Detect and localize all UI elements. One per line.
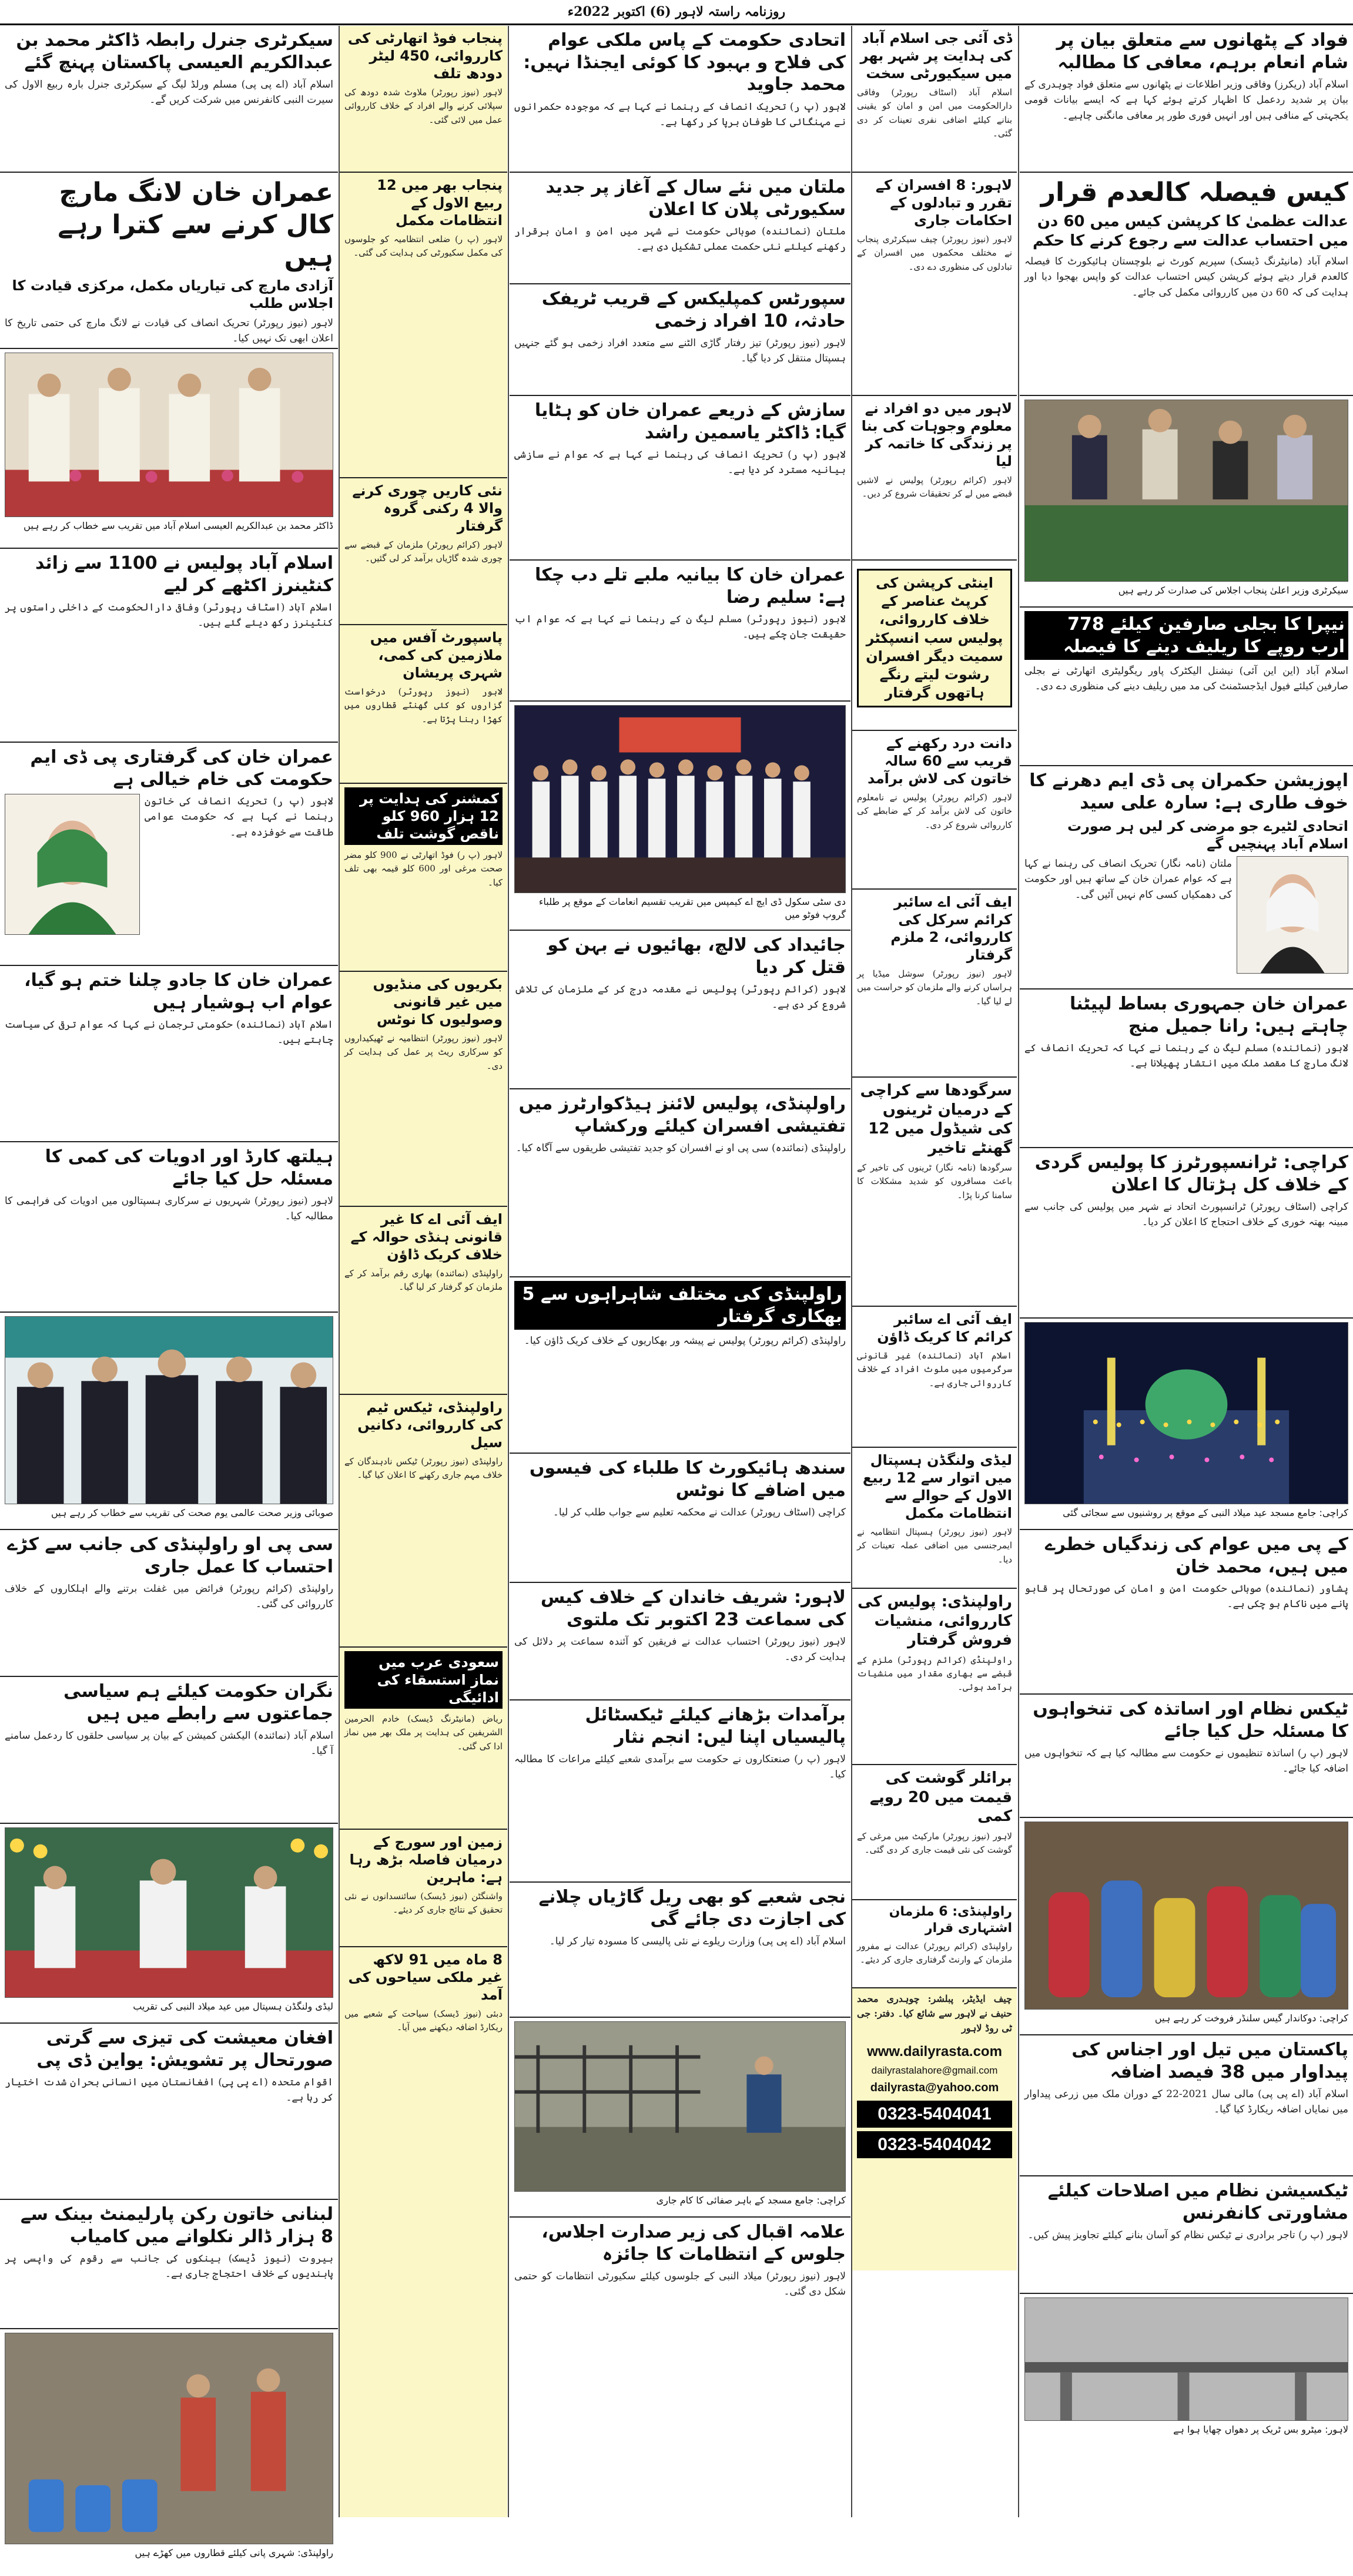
article-body: اسلام آباد (ریکرز) وفاقی وزیر اطلاعات نے پٹھانوں سے متعلق فواد چوہدری کے بیان پر شدید ردعمل کا اظہار کرتے ہوئے کہا ہے کہ ایسے بیانات قومی یکجہتی کے منافی ہیں اور انہیں فوری طور پر معافی مانگنی چاہیے۔: [1024, 79, 1348, 122]
news-item: [852, 26, 1017, 173]
news-item: [340, 1395, 507, 1648]
headline: ایف آئی اے کا غیر قانونی ہنڈی حوالہ کے خلاف کریک ڈاؤن: [350, 1211, 503, 1263]
news-item: [510, 1454, 850, 1583]
photo-item: [1020, 1818, 1353, 2035]
news-item: [1020, 2176, 1353, 2294]
portrait-photo: [5, 794, 140, 935]
photo-caption: راولپنڈی: شہری پانی کیلئے قطاروں میں کھڑے ہیں: [135, 2547, 333, 2558]
story-with-portrait: [1024, 856, 1348, 974]
article-body: اسلام آباد (اے پی پی) مسلم ورلڈ لیگ کے سیکرٹری جنرل بارہ ربیع الاول کی سیرت النبی کانفرنس میں شرکت کریں گے۔: [5, 79, 333, 106]
article-body: ملتان (نمائندہ) صوبائی حکومت نے شہر میں امن و امان برقرار رکھنے کیلئے نئی حکمت عملی تشکیل دی ہے۔: [514, 226, 846, 253]
article-body: لاہور (نیوز رپورٹر) تیز رفتار گاڑی الٹنے سے متعدد افراد زخمی ہو گئے جنہیں ہسپتال منتقل کر دیا گیا۔: [514, 337, 846, 365]
article-body: راولپنڈی (کرائم رپورٹر) فرائض میں غفلت برتنے والے اہلکاروں کے خلاف کارروائی کی گئی۔: [5, 1583, 333, 1611]
headline: راولپنڈی، ٹیکس ٹیم کی کارروائی، دکانیں سیل: [357, 1399, 503, 1451]
article-body: پشاور (نمائندہ) صوبائی حکومت امن و امان کی صورتحال پر قابو پانے میں ناکام ہو چکی ہے۔: [1024, 1583, 1348, 1611]
photo-caption: سیکرٹری وزیر اعلیٰ پنجاب اجلاس کی صدارت کر رہے ہیں: [1118, 585, 1348, 596]
article-body: اسلام آباد (اے پی پی) مالی سال 2021-22 کے دوران ملک میں زرعی پیداوار میں نمایاں اضافہ ریکارڈ کیا گیا۔: [1024, 2088, 1349, 2116]
news-item: [340, 1207, 507, 1395]
photo-caption: کراچی: جامع مسجد عید میلاد النبی کے موقع پر روشنیوں سے سجائی گئی: [1063, 1507, 1348, 1518]
headline: پاکستان میں تیل اور اجناس کی پیداوار میں 38 فیصد اضافہ: [1071, 2040, 1348, 2082]
photo-item: [510, 2018, 850, 2218]
news-item: [852, 1307, 1017, 1448]
article-body: لاہور (نیوز رپورٹر) ہسپتال انتظامیہ نے ایمرجنسی میں اضافی عملہ تعینات کر دیا۔: [857, 1527, 1012, 1565]
photo-item: [0, 1824, 338, 2024]
news-item: [0, 2024, 338, 2200]
article-body: راولپنڈی (کرائم رپورٹر) عدالت نے مفرور ملزمان کے وارنٹ گرفتاری جاری کر دیئے۔: [857, 1941, 1012, 1965]
news-item: [1020, 26, 1353, 173]
meeting-photo: [1024, 400, 1348, 582]
headline: ڈی آئی جی اسلام آباد کی ہدایت پر شہر بھر میں سیکیورٹی سخت: [860, 30, 1012, 82]
news-item: [0, 966, 338, 1142]
news-item: [852, 396, 1017, 561]
headline: ایف آئی اے سائبر کرائم سرکل کی کارروائی، 2 ملزم گرفتار: [890, 894, 1012, 963]
photo-caption: کراچی: جامع مسجد کے باہر صفائی کا کام جاری: [656, 2195, 846, 2206]
news-item: [1020, 608, 1353, 766]
news-item: [1020, 1530, 1353, 1695]
article-body: راولپنڈی (کرائم رپورٹر) ملزم کے قبضے سے بھاری مقدار میں منشیات برآمد ہوئی۔: [857, 1654, 1012, 1692]
article-body: کراچی (اسٹاف رپورٹر) عدالت نے محکمہ تعلیم سے جواب طلب کر لیا۔: [552, 1507, 846, 1518]
headline: ہیلتھ کارڈ اور ادویات کی کمی کا مسئلہ حل کیا جائے: [45, 1146, 333, 1189]
news-item: [852, 1900, 1017, 1988]
headline: لاہور میں دو افراد نے معلوم وجوہات کی بنا پر زندگی کا خاتمہ کر لیا: [861, 400, 1012, 469]
photo-caption: کراچی: دوکاندار گیس سلنڈر فروخت کر رہے ہیں: [1154, 2012, 1348, 2024]
news-item: [0, 26, 338, 173]
news-item: [852, 1765, 1017, 1900]
article-body: لاہور (نیوز رپورٹر) انتظامیہ نے ٹھیکیداروں کو سرکاری ریٹ پر عمل کی ہدایت کر دی۔: [344, 1033, 503, 1071]
school-ceremony-photo: [514, 705, 846, 893]
headline: دانت درد رکھنے کے قریب سے 60 سالہ خاتون کی لاش برآمد: [867, 735, 1012, 787]
news-item: [340, 26, 507, 173]
article-body: اسلام آباد (اسٹاف رپورٹر) وفاقی دارالحکومت کے داخلی راستوں پر کنٹینرز رکھ دیئے گئے ہیں۔: [5, 602, 333, 629]
photo-caption: لیڈی ولنگڈن ہسپتال میں عید میلاد النبی کی تقریب: [133, 2001, 333, 2012]
lead-story: [1020, 173, 1353, 396]
headline: بکریوں کی منڈیوں میں غیر قانونی وصولیوں کا نوٹس: [373, 976, 503, 1028]
headline: عمران خان کی گرفتاری پی ڈی ایم حکومت کی خام خیالی ہے: [30, 747, 333, 790]
headline: نگران حکومت کیلئے ہم سیاسی جماعتوں سے رابطے میں ہیں: [63, 1681, 333, 1724]
article-body: لاہور (کرائم رپورٹر) ملزمان کے قبضے سے چوری شدہ گاڑیاں برآمد کر لی گئیں۔: [344, 539, 503, 564]
headline: پاسپورٹ آفس میں ملازمین کی کمی، شہری پریشان: [370, 629, 503, 681]
article-body: اسلام آباد (نمائندہ) الیکشن کمیشن کے بیان پر سیاسی حلقوں کا ردعمل سامنے آ گیا۔: [5, 1730, 333, 1757]
news-item: [340, 1830, 507, 1947]
news-item: [510, 1277, 850, 1454]
news-item: [852, 173, 1017, 396]
headline: برآمدات بڑھانے کیلئے ٹیکسٹائل پالیسیاں اپنا لیں: انجم نثار: [585, 1705, 846, 1747]
article-body: لاہور (پ ر) ضلعی انتظامیہ کو جلوسوں کی مکمل سکیورٹی کی ہدایت کی گئی۔: [344, 234, 503, 259]
photo-item: [0, 2329, 338, 2576]
hospital-event-photo: [5, 1827, 333, 1998]
headline: زمین اور سورج کے درمیان فاصلہ بڑھ رہا ہے: ماہرین: [349, 1834, 503, 1886]
headline: افغان معیشت کی تیزی سے گرتی صورتحال پر تشویش: یواین ڈی پی: [36, 2028, 333, 2071]
lead-headline: کیس فیصلہ کالعدم قرار: [1040, 177, 1348, 207]
headline: فواد کے پٹھانوں سے متعلق بیان پر شام انعام برہم، معافی کا مطالبہ: [1056, 30, 1348, 73]
news-item: [340, 1947, 507, 2223]
column-3: [510, 26, 850, 2517]
news-item: [1020, 766, 1353, 990]
news-item: [510, 2218, 850, 2464]
column-1: [1020, 26, 1353, 2517]
article-body: اسلام آباد (این این آئی) نیشنل الیکٹرک پاور ریگولیٹری اتھارٹی نے بجلی صارفین کیلئے فیول ایڈجسٹمنٹ کی مد میں ریلیف دینے کی منظوری دے دی۔: [1024, 665, 1348, 693]
news-item: [510, 173, 850, 284]
news-item: [852, 1448, 1017, 1589]
news-item: [510, 931, 850, 1089]
news-item: [510, 1089, 850, 1277]
subheadline: اتحادی لٹیرے جو مرضی کر لیں ہر صورت اسلام آباد پہنچیں گے: [1067, 818, 1348, 852]
news-item: [510, 1883, 850, 2018]
column-2: [852, 26, 1017, 2517]
headline: سیکرٹری جنرل رابطہ ڈاکٹر محمد بن عبدالکریم العیسی پاکستان پہنچ گئے: [16, 30, 333, 73]
photo-caption: ڈاکٹر محمد بن عبدالکریم العیسی اسلام آباد میں تقریب سے خطاب کر رہے ہیں: [24, 520, 333, 531]
headline: سازش کے ذریعے عمران خان کو ہٹایا گیا: ڈاکٹر یاسمین راشد: [534, 400, 846, 443]
article-body: لاہور (نیوز رپورٹر) میلاد النبی کے جلوسوں کیلئے سکیورٹی انتظامات کو حتمی شکل دی گئی۔: [514, 2270, 846, 2298]
lead-headline: عمران خان لانگ مارچ کال کرنے سے کترا رہے ہیں: [58, 177, 333, 272]
headline: لاہور: شریف خاندان کے خلاف کیس کی سماعت 23 اکتوبر تک ملتوی: [540, 1587, 846, 1630]
headline: عمران خان کا جادو چلنا ختم ہو گیا، عوام اب ہوشیار ہیں: [24, 970, 333, 1013]
news-item: [0, 1530, 338, 1677]
news-item: [340, 625, 507, 784]
news-item: [510, 26, 850, 173]
article-body: لاہور (پ ر) فوڈ اتھارٹی نے 900 کلو مضر صحت مرغی اور 600 کلو قیمہ بھی تلف کیا۔: [344, 850, 503, 888]
article-body: لاہور (پ ر) تحریک انصاف کی خاتون رہنما نے کہا ہے کہ حکومت عوامی طاقت سے خوفزدہ ہے۔: [145, 796, 333, 838]
portrait-photo: [1237, 856, 1348, 974]
news-item: [510, 284, 850, 396]
article-body: ریاض (مانیٹرنگ ڈیسک) خادم الحرمین الشریفین کی ہدایت پر ملک بھر میں نماز ادا کی گئی۔: [344, 1713, 503, 1752]
article-body: لاہور (نیوز رپورٹر) مارکیٹ میں مرغی کے گوشت کی نئی قیمت جاری کر دی گئی۔: [857, 1830, 1012, 1855]
headline: اتحادی حکومت کے پاس ملکی عوام کی فلاح و بہبود کا کوئی ایجنڈا نہیں: محمد جاوید: [523, 30, 846, 95]
article-body: راولپنڈی (نمائندہ) بھاری رقم برآمد کر کے ملزمان کو گرفتار کر لیا گیا۔: [344, 1268, 503, 1293]
headline: سعودی عرب میں نماز استسقاء کی ادائیگی: [344, 1651, 503, 1709]
news-item: [340, 173, 507, 478]
photo-caption: صوبائی وزیر صحت عالمی یوم صحت کی تقریب سے خطاب کر رہے ہیں: [51, 1507, 333, 1518]
news-item: [852, 1589, 1017, 1765]
news-item: [510, 1583, 850, 1700]
news-item: [1020, 2035, 1353, 2176]
boxed-item: [852, 561, 1017, 731]
headline: کمشنر کی ہدایت پر 12 ہزار 960 کلو ناقص گوشت تلف: [344, 787, 503, 845]
photo-caption: لاہور: میٹرو بس ٹریک پر دھواں چھایا ہوا ہے: [1173, 2424, 1348, 2435]
headline: راولپنڈی کی مختلف شاہراہوں سے 5 بھکاری گرفتار: [514, 1281, 846, 1330]
ceremony-photo: [5, 353, 333, 517]
article-body: لاہور (نیوز رپورٹر) احتساب عدالت نے فریقین کو آئندہ سماعت پر دلائل کی ہدایت کر دی۔: [514, 1636, 846, 1663]
headline: اسلام آباد پولیس نے 1100 سے زائد کنٹینرز اکٹھے کر لیے: [35, 553, 333, 596]
column-4: [340, 26, 507, 2517]
article-body: لاہور (کرائم رپورٹر) پولیس نے مقدمہ درج کر کے ملزمان کی تلاش شروع کر دی ہے۔: [514, 984, 846, 1011]
news-item: [510, 561, 850, 702]
article-body: لاہور (نیوز رپورٹر) چیف سیکرٹری پنجاب نے مختلف محکموں میں افسران کے تبادلوں کی منظوری دے دی۔: [857, 234, 1012, 272]
headline: علامہ اقبال کی زیر صدارت اجلاس، جلوس کے انتظامات کا جائزہ: [541, 2222, 846, 2265]
article-body: لاہور (نمائندہ) مسلم لیگ ن کے رہنما نے کہا کہ تحریک انصاف کے لانگ مارچ کا مقصد ملک میں انتشار پھیلانا ہے۔: [1024, 1042, 1348, 1070]
article-body: بیروت (نیوز ڈیسک) بینکوں کی جانب سے رقوم کی واپسی پر پابندیوں کے خلاف احتجاج جاری ہے۔: [5, 2253, 333, 2280]
headline: سپورٹس کمپلیکس کے قریب ٹریفک حادثہ، 10 افراد زخمی: [541, 289, 846, 331]
headline: ٹیکس نظام اور اساتذہ کی تنخواہوں کا مسئلہ حل کیا جائے: [1033, 1699, 1348, 1742]
headline: نجی شعبے کو بھی ریل گاڑیاں چلانے کی اجازت دی جائے گی: [538, 1887, 846, 1930]
headline: عمران خان کا بیانیہ ملبے تلے دب چکا ہے: سلیم رضا: [535, 565, 846, 608]
news-item: [0, 549, 338, 743]
illuminated-mosque-photo: [1024, 1322, 1348, 1504]
news-item: [1020, 1695, 1353, 1818]
news-item: [1020, 1148, 1353, 1319]
news-item: [852, 731, 1017, 890]
masthead: روزنامہ راستہ لاہور (6) اکتوبر 2022ء: [0, 0, 1353, 25]
article-body: راولپنڈی (نمائندہ) سی پی او نے افسران کو جدید تفتیشی طریقوں سے آگاہ کیا۔: [515, 1142, 846, 1154]
article-body: لاہور (کرائم رپورٹر) پولیس نے نامعلوم خاتون کی لاش برآمد کر کے ضابطے کی کارروائی شروع کر دی۔: [857, 792, 1012, 830]
phone-number[interactable]: 0323-5404042: [857, 2131, 1012, 2158]
news-item: [340, 784, 507, 972]
imprint-text: چیف ایڈیٹر، پبلشر: چوہدری محمد حنیف نے لاہور سے شائع کیا۔ دفتر: جی ٹی روڈ لاہور: [857, 1993, 1012, 2034]
phone-number[interactable]: 0323-5404041: [857, 2101, 1012, 2128]
news-item: [0, 1142, 338, 1313]
article-body: دبئی (نیوز ڈیسک) سیاحت کے شعبے میں ریکارڈ اضافہ دیکھنے میں آیا۔: [344, 2008, 503, 2033]
headline: کراچی: ٹرانسپورٹرز کا پولیس گردی کے خلاف کل ہڑتال کا اعلان: [1034, 1152, 1348, 1195]
email-link[interactable]: dailyrasta@yahoo.com: [870, 2081, 999, 2095]
photo-item: [0, 349, 338, 549]
news-item: [0, 743, 338, 966]
news-item: [0, 2200, 338, 2329]
news-item: [510, 396, 850, 561]
headline: راولپنڈی: پولیس کی کارروائی، منشیات فروش گرفتار: [858, 1593, 1012, 1649]
water-queue-photo: [5, 2333, 333, 2544]
headline: اپوزیشن حکمران پی ڈی ایم دھرنے کا خوف طاری ہے: سارہ علی سید: [1029, 770, 1348, 813]
article-body: سرگودھا (نامہ نگار) ٹرینوں کی تاخیر کے باعث مسافروں کو شدید مشکلات کا سامنا کرنا پڑا۔: [857, 1162, 1012, 1200]
article-body: لاہور (پ ر) صنعتکاروں نے حکومت سے برآمدی شعبے کیلئے مراعات کا مطالبہ کیا۔: [514, 1753, 846, 1781]
article-body: اسلام آباد (اسٹاف رپورٹر) وفاقی دارالحکومت میں امن و امان کو یقینی بنانے کیلئے اضافی نفری تعینات کر دی گئی۔: [857, 87, 1012, 139]
article-body: لاہور (نیوز رپورٹر) تحریک انصاف کی قیادت نے لانگ مارچ کی حتمی تاریخ کا اعلان ابھی تک نہیں کیا۔: [5, 317, 333, 345]
headline: ایف آئی اے سائبر کرائم کا کریک ڈاؤن: [877, 1311, 1012, 1345]
street-photo: [514, 2021, 846, 2192]
news-item: [340, 1648, 507, 1830]
lead-story: [0, 173, 338, 349]
article-body: لاہور (پ ر) تحریک انصاف کی رہنما نے کہا ہے کہ عوام نے سازشی بیانیہ مسترد کر دیا ہے۔: [514, 449, 846, 477]
article-body: لاہور (نیوز رپورٹر) سوشل میڈیا پر ہراساں کرنے والے ملزمان کو حراست میں لے لیا گیا۔: [857, 968, 1012, 1007]
website-link[interactable]: www.dailyrasta.com: [867, 2044, 1002, 2060]
headline: کے پی میں عوام کی زندگیاں خطرے میں ہیں، محمد خان: [1044, 1534, 1348, 1577]
headline: لیڈی ولنگڈن ہسپتال میں اتوار سے 12 ربیع الاول کے حوالے سے انتظامات مکمل: [862, 1452, 1012, 1521]
article-body: لاہور (نیوز رپورٹر) درخواست گزاروں کو کئی گھنٹے قطاروں میں کھڑا رہنا پڑتا ہے۔: [344, 686, 503, 724]
article-body: لاہور (پ ر) اساتذہ تنظیموں نے حکومت سے مطالبہ کیا ہے کہ تنخواہوں میں اضافہ کیا جائے۔: [1024, 1747, 1348, 1775]
news-item: [852, 1078, 1017, 1307]
headline: پنجاب فوڈ اتھارٹی کی کارروائی، 450 لیٹر دودھ تلف: [347, 30, 503, 82]
article-body: لاہور (کرائم رپورٹر) پولیس نے لاشیں قبضے میں لے کر تحقیقات شروع کر دیں۔: [857, 475, 1012, 499]
gas-cylinders-photo: [1024, 1822, 1348, 2010]
article-body: اسلام آباد (مانیٹرنگ ڈیسک) سپریم کورٹ نے بلوچستان ہائیکورٹ کا فیصلہ کالعدم قرار دیتے ہوئے کرپشن کیس احتساب عدالت کو واپس بھجوا دیا اور ہدایت کی کہ 60 دن میں کارروائی مکمل کی جائے۔: [1024, 256, 1348, 298]
article-body: واشنگٹن (نیوز ڈیسک) سائنسدانوں نے نئی تحقیق کے نتائج جاری کر دیئے۔: [344, 1891, 503, 1916]
article-body: راولپنڈی (کرائم رپورٹر) پولیس نے پیشہ ور بھکاریوں کے خلاف کریک ڈاؤن کیا۔: [524, 1335, 846, 1347]
lead-subheadline: عدالت عظمیٰ کا کرپشن کیس میں 60 دن میں احتساب عدالت سے رجوع کرنے کا حکم: [1032, 213, 1348, 250]
news-item: [1020, 990, 1353, 1148]
headline: لبنانی خاتون رکن پارلیمنٹ بینک سے 8 ہزار ڈالر نکلوانے میں کامیاب: [20, 2204, 333, 2247]
news-item: [852, 890, 1017, 1078]
photo-item: [510, 702, 850, 931]
headline: راولپنڈی، پولیس لائنز ہیڈکوارٹرز میں تفتیشی افسران کیلئے ورکشاپ: [518, 1094, 846, 1136]
photo-item: [1020, 2294, 1353, 2447]
headline: سرگودھا سے کراچی کے درمیان ٹرینوں کی شیڈول میں 12 گھنٹے تاخیر: [860, 1082, 1012, 1157]
photo-caption: دی سٹی سکول ڈی ایچ اے کیمپس میں تقریب تقسیم انعامات کے موقع پر طلباء گروپ فوٹو میں: [538, 896, 846, 921]
officials-photo: [5, 1316, 333, 1504]
headline: نیپرا کا بجلی صارفین کیلئے 778 ارب روپے کا ریلیف دینے کا فیصلہ: [1024, 611, 1348, 660]
email-link[interactable]: dailyrastalahore@gmail.com: [871, 2065, 998, 2077]
article-body: کراچی (اسٹاف رپورٹر) ٹرانسپورٹ اتحاد نے شہر میں پولیس کی جانب سے مبینہ بھتہ خوری کے خلاف احتجاج کا اعلان کر دیا۔: [1024, 1201, 1348, 1229]
article-body: لاہور (نیوز رپورٹر) شہریوں نے سرکاری ہسپتالوں میں ادویات کی فراہمی کا مطالبہ کیا۔: [5, 1195, 333, 1223]
article-body: اسلام آباد (نمائندہ) غیر قانونی سرگرمیوں میں ملوث افراد کے خلاف کارروائی جاری ہے۔: [857, 1350, 1012, 1388]
column-5: [0, 26, 338, 2558]
news-item: [0, 1677, 338, 1824]
photo-item: [0, 1313, 338, 1530]
article-body: لاہور (پ ر) تاجر برادری نے ٹیکس نظام کو آسان بنانے کیلئے تجاویز پیش کیں۔: [1027, 2229, 1348, 2241]
news-item: [340, 478, 507, 625]
headline: برائلر گوشت کی قیمت میں 20 روپے کمی: [869, 1769, 1012, 1825]
headline: راولپنڈی: 6 ملزمان اشتہاری قرار: [889, 1904, 1012, 1936]
headline: 8 ماہ میں 91 لاکھ غیر ملکی سیاحوں کی آمد: [348, 1951, 503, 2003]
metro-photo: [1024, 2297, 1348, 2421]
imprint-box: [852, 1988, 1017, 2270]
column-rule: [508, 26, 509, 2517]
headline: ملتان میں نئے سال کے آغاز پر جدید سکیورٹی پلان کا اعلان: [545, 177, 846, 220]
article-body: اسلام آباد (اے پی پی) وزارت ریلوے نے نئی پالیسی کا مسودہ تیار کر لیا۔: [549, 1936, 846, 1947]
photo-item: [1020, 396, 1353, 608]
article-body: ملتان (نامہ نگار) تحریک انصاف کی رہنما نے کہا ہے کہ عوام عمران خان کے ساتھ ہیں اور حکومت کی دھمکیاں کسی کام نہیں آئیں گی۔: [1024, 858, 1232, 901]
article-body: اقوام متحدہ (اے پی پی) افغانستان میں انسانی بحران شدت اختیار کر رہا ہے۔: [5, 2077, 333, 2104]
boxed-headline: اینٹی کرپشن کی کرپٹ عناصر کے خلاف کارروائی، پولیس سب انسپکٹر سمیت دیگر افسران رشوت لیتے رنگے ہاتھوں گرفتار: [857, 569, 1012, 707]
headline: لاہور: 8 افسران کے تقرر و تبادلوں کے احکامات جاری: [875, 177, 1012, 229]
headline: پنجاب بھر میں 12 ربیع الاول کے انتظامات مکمل: [377, 177, 503, 229]
story-with-portrait: [5, 794, 333, 935]
headline: نئی کاریں چوری کرنے والا 4 رکنی گروہ گرفتار: [352, 482, 503, 534]
article-body: راولپنڈی (نیوز رپورٹر) ٹیکس نادہندگان کے خلاف مہم جاری رکھنے کا اعلان کیا گیا۔: [344, 1456, 503, 1481]
article-body: لاہور (پ ر) تحریک انصاف کے رہنما نے کہا ہے کہ موجودہ حکمرانوں نے مہنگائی کا طوفان برپا کر رکھا ہے۔: [514, 100, 846, 128]
news-item: [340, 972, 507, 1207]
photo-item: [1020, 1319, 1353, 1530]
headline: ٹیکسیشن نظام میں اصلاحات کیلئے مشاورتی کانفرنس: [1047, 2181, 1348, 2223]
article-body: لاہور (نیوز رپورٹر) ملاوٹ شدہ دودھ کی سپلائی کرنے والے افراد کے خلاف کارروائی عمل میں لائی گئی۔: [344, 87, 503, 125]
article-body: لاہور (نیوز رپورٹر) مسلم لیگ ن کے رہنما نے کہا ہے کہ عوام اب حقیقت جان چکے ہیں۔: [514, 613, 846, 641]
lead-subheadline: آزادی مارچ کی تیاریاں مکمل، مرکزی قیادت کا اجلاس طلب: [12, 277, 333, 311]
article-body: اسلام آباد (نمائندہ) حکومتی ترجمان نے کہا کہ عوام ترقی کی سیاست چاہتے ہیں۔: [5, 1019, 333, 1046]
headline: سی پی او راولپنڈی کی جانب سے کڑے احتساب کا عمل جاری: [7, 1534, 333, 1577]
headline: جائیداد کی لالچ، بھائیوں نے بہن کو قتل کر دیا: [547, 935, 846, 978]
headline: سندھ ہائیکورٹ کا طلباء کی فیسوں میں اضافے کا نوٹس: [529, 1458, 846, 1501]
headline: عمران خان جمہوری بساط لپیٹنا چاہتے ہیں: رانا جمیل منج: [1069, 994, 1348, 1037]
column-rule: [1018, 26, 1019, 2517]
news-item: [510, 1700, 850, 1883]
